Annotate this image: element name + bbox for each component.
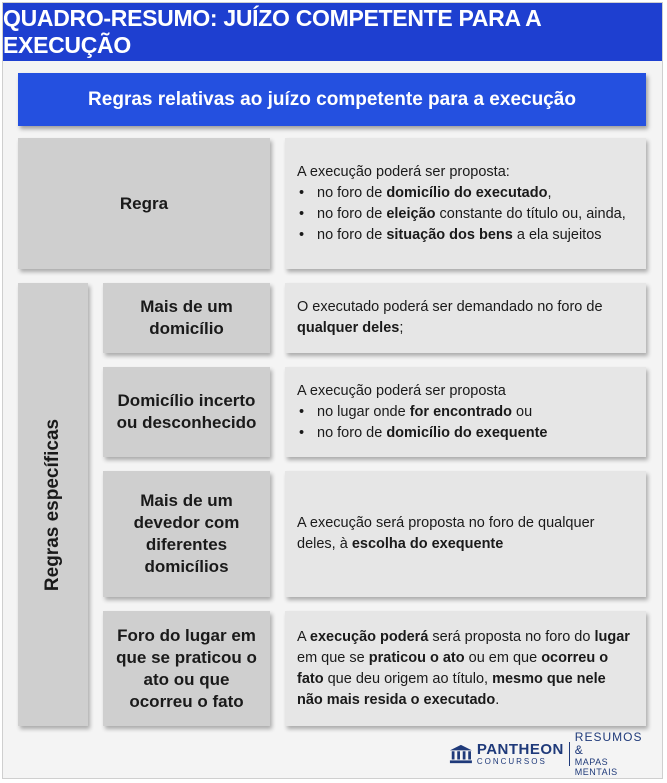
specific-row-content-cell [285, 283, 646, 353]
specific-rules-label: Regras específicas [42, 418, 64, 591]
specific-row-label-cell [103, 471, 270, 597]
rule-label: Regra [119, 193, 169, 213]
list-item: • no lugar onde for encontrado ou [297, 402, 634, 423]
section-subtitle-text: Regras relativas ao juízo competente para a execução [88, 88, 576, 110]
logo-brand: PANTHEON [476, 740, 564, 758]
specific-row-list [297, 402, 634, 444]
list-item: • no foro de situação dos bens a ela sujeitos [297, 225, 634, 246]
specific-row-text: A execução poderá será proposta no foro do lugar em que se praticou o ato ou em que ocorreu o fato que deu origem ao título, mesmo que nele não mais resida o executado. [297, 628, 630, 708]
specific-row-content-cell [285, 611, 646, 726]
rule-content-cell [285, 138, 646, 269]
specific-row-content-cell [285, 367, 646, 457]
page-title-text: QUADRO-RESUMO: JUÍZO COMPETENTE PARA A EXECUÇÃO [3, 5, 541, 58]
logo-separator [569, 742, 570, 766]
specific-row-text: A execução será proposta no foro de qualquer deles, à escolha do exequente [297, 515, 595, 552]
logo-right-line2: MAPAS MENTAIS [574, 757, 618, 777]
logo-right-line1: RESUMOS & [574, 730, 643, 757]
rule-list [297, 183, 634, 246]
specific-row-label: Mais de um devedor com diferentes domicílios [133, 491, 240, 576]
logo-sub: CONCURSOS [476, 756, 547, 766]
specific-row-intro: A execução poderá ser proposta [297, 382, 506, 399]
logo-brand-block [476, 740, 564, 766]
specific-row-label-cell [103, 367, 270, 457]
specific-rules-label-cell [18, 283, 88, 726]
specific-row-label-cell [103, 611, 270, 726]
page-title [3, 3, 662, 61]
specific-row-label: Foro do lugar em que se praticou o ato ou que ocorreu o fato [116, 625, 257, 711]
specific-row-label: Mais de um domicílio [140, 297, 233, 338]
list-item: • no foro de domicílio do exequente [297, 423, 634, 444]
temple-icon [449, 743, 473, 765]
specific-row-label-cell [103, 283, 270, 353]
rule-label-cell [18, 138, 270, 269]
specific-row-label: Domicílio incerto ou desconhecido [116, 391, 257, 432]
rule-intro: A execução poderá ser proposta: [297, 163, 510, 180]
list-item: • no foro de domicílio do executado, [297, 183, 634, 204]
section-subtitle [18, 73, 646, 126]
specific-row-text: O executado poderá ser demandado no foro de qualquer deles; [297, 299, 603, 336]
logo-right-block [575, 731, 649, 777]
specific-row-content-cell [285, 471, 646, 597]
list-item: • no foro de eleição constante do título ou, ainda, [297, 204, 634, 225]
pantheon-logo [449, 730, 649, 777]
